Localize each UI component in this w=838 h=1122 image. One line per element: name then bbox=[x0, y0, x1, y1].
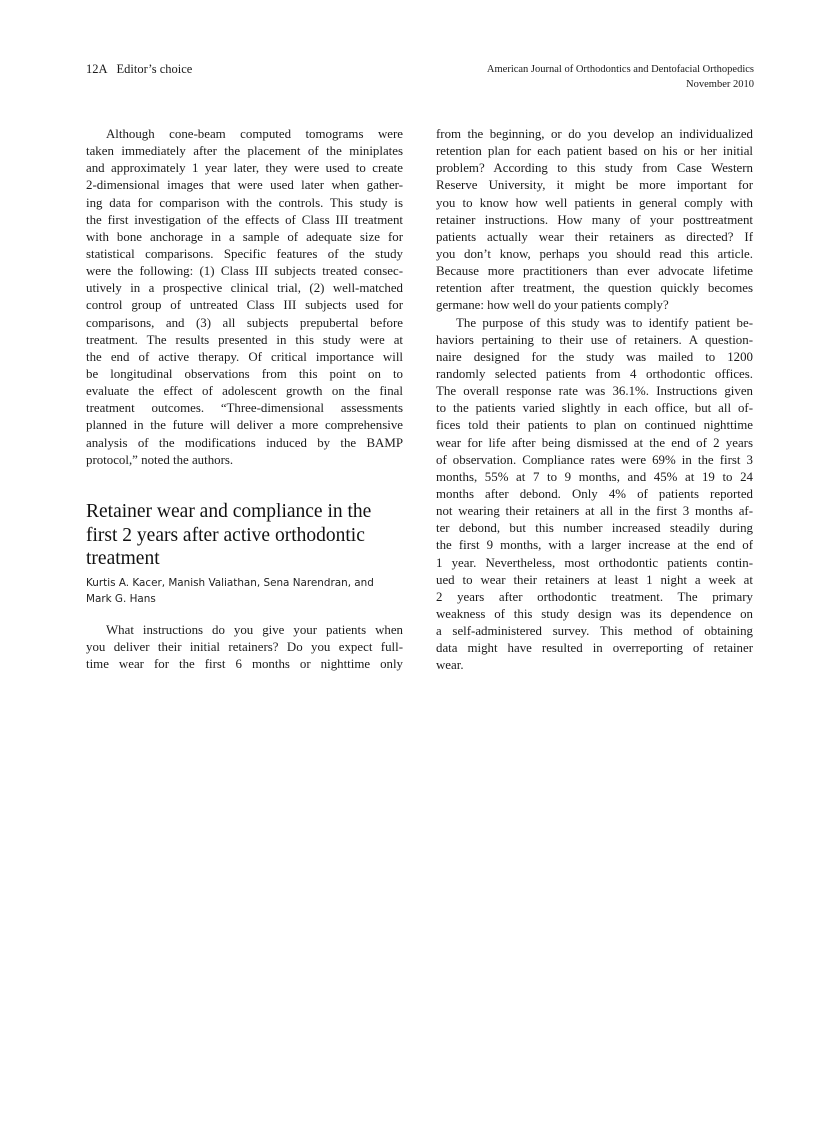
text-line: months after debond. Only 4% of patients reported bbox=[436, 486, 753, 501]
text-line: ing data for comparison with the controls. This study is bbox=[86, 195, 403, 210]
text-line: comparisons, and (3) all subjects prepubertal before bbox=[86, 315, 403, 330]
title-line: first 2 years after active orthodontic bbox=[86, 524, 365, 546]
text-line: you deliver their initial retainers? Do you expect full- bbox=[86, 640, 403, 655]
text-line: weakness of this study design was its dependence on bbox=[436, 606, 753, 621]
text-line: planned in the future will deliver a more comprehensive bbox=[86, 418, 403, 433]
text-line: The overall response rate was 36.1%. Instructions given bbox=[436, 384, 753, 399]
text-line: data might have resulted in overreporting of retainer bbox=[436, 641, 753, 656]
article-body-left bbox=[86, 622, 403, 673]
text-line: the first 9 months, with a larger increase at the end of bbox=[436, 538, 753, 553]
text-line: to the patients varied slightly in each office, but all of- bbox=[436, 401, 753, 416]
text-line: months, 55% at 7 to 9 months, and 45% at 19 to 24 bbox=[436, 469, 753, 484]
author-line: Kurtis A. Kacer, Manish Valiathan, Sena Narendran, and bbox=[86, 577, 374, 589]
text-line: What instructions do you give your patients when bbox=[106, 623, 403, 637]
text-line: retention after treatment, the question quickly becomes bbox=[436, 281, 753, 296]
article-title bbox=[86, 500, 406, 571]
text-line: control group of untreated Class III subjects used for bbox=[86, 298, 403, 313]
text-line: of observation. Compliance rates were 69% in the first 3 bbox=[436, 452, 753, 467]
text-line: problem? According to this study from Case Western bbox=[436, 161, 753, 176]
text-line: 1 year. Nevertheless, most orthodontic patients contin- bbox=[436, 555, 753, 570]
text-line: fices told their patients to plan on continued nighttime bbox=[436, 418, 753, 433]
text-line: analysis of the modifications induced by the BAMP bbox=[86, 435, 403, 450]
title-line: Retainer wear and compliance in the bbox=[86, 501, 372, 522]
text-line: you to know how well patients in general comply with bbox=[436, 195, 753, 210]
text-line: haviors pertaining to their use of retainers. A question- bbox=[436, 332, 753, 347]
text-line: not wearing their retainers at all in the first 3 months af- bbox=[436, 504, 753, 519]
section-label: Editor’s choice bbox=[116, 62, 193, 76]
article-authors bbox=[86, 575, 406, 607]
text-line: ter debond, but this number increased steadily during bbox=[436, 521, 753, 536]
text-line: Reserve University, it might be more important for bbox=[436, 178, 753, 193]
text-line: retainer instructions. How many of your posttreatment bbox=[436, 212, 753, 227]
text-line: Although cone-beam computed tomograms were bbox=[106, 127, 403, 141]
text-line: the end of active therapy. Of critical importance will bbox=[86, 349, 403, 364]
text-line: treatment. The results presented in this study were at bbox=[86, 332, 403, 347]
text-line: evaluate the effect of adolescent growth on the final bbox=[86, 384, 403, 399]
text-line: statistical comparisons. Specific features of the study bbox=[86, 246, 403, 261]
text-line: wear for life after being dismissed at the end of 2 years bbox=[436, 435, 753, 450]
text-line: protocol,” noted the authors. bbox=[86, 452, 234, 467]
page-number: 12A bbox=[86, 62, 108, 76]
text-line: time wear for the first 6 months or nighttime only bbox=[86, 657, 403, 672]
text-line: were the following: (1) Class III subjects treated consec- bbox=[86, 264, 403, 279]
text-line: the first investigation of the effects of Class III treatment bbox=[86, 212, 403, 227]
journal-name: American Journal of Orthodontics and Dentofacial Orthopedics bbox=[486, 64, 754, 75]
text-line: naire designed for the study was mailed to 1200 bbox=[436, 349, 753, 364]
text-line: randomly selected patients from 4 orthodontic offices. bbox=[436, 366, 753, 381]
text-line: utively in a prospective clinical trial, (2) well-matched bbox=[86, 281, 403, 296]
text-line: The purpose of this study was to identify patient be- bbox=[456, 315, 753, 330]
text-line: taken immediately after the placement of the miniplates bbox=[86, 144, 403, 159]
text-line: Because more practitioners than ever advocate lifetime bbox=[436, 264, 753, 279]
text-line: from the beginning, or do you develop an individualized bbox=[436, 127, 753, 141]
text-line: retention plan for each patient based on his or her initial bbox=[436, 144, 753, 159]
text-line: with bone anchorage in a sample of adequate size for bbox=[86, 229, 403, 244]
running-head-right bbox=[487, 62, 754, 92]
previous-article-text bbox=[86, 126, 403, 469]
text-line: be longitudinal observations from this point on to bbox=[86, 366, 403, 381]
text-line: and approximately 1 year later, they were used to create bbox=[86, 161, 403, 176]
text-line: you don’t know, perhaps you should read this article. bbox=[436, 246, 753, 261]
title-line: treatment bbox=[86, 548, 160, 569]
issue-date: November 2010 bbox=[686, 79, 754, 90]
text-line: wear. bbox=[436, 658, 464, 673]
text-line: 2-dimensional images that were used later when gather- bbox=[86, 178, 403, 193]
text-line: a self-administered survey. This method of obtaining bbox=[436, 624, 753, 639]
article-body-right bbox=[436, 126, 753, 675]
text-line: 2 years after orthodontic treatment. The primary bbox=[436, 589, 753, 604]
text-line: germane: how well do your patients comply? bbox=[436, 298, 669, 313]
text-line: ued to wear their retainers at least 1 night a week at bbox=[436, 572, 753, 587]
text-line: patients actually wear their retainers as directed? If bbox=[436, 229, 753, 244]
running-head-left bbox=[86, 62, 192, 77]
text-line: treatment outcomes. “Three-dimensional assessments bbox=[86, 401, 403, 416]
author-line: Mark G. Hans bbox=[86, 593, 156, 605]
